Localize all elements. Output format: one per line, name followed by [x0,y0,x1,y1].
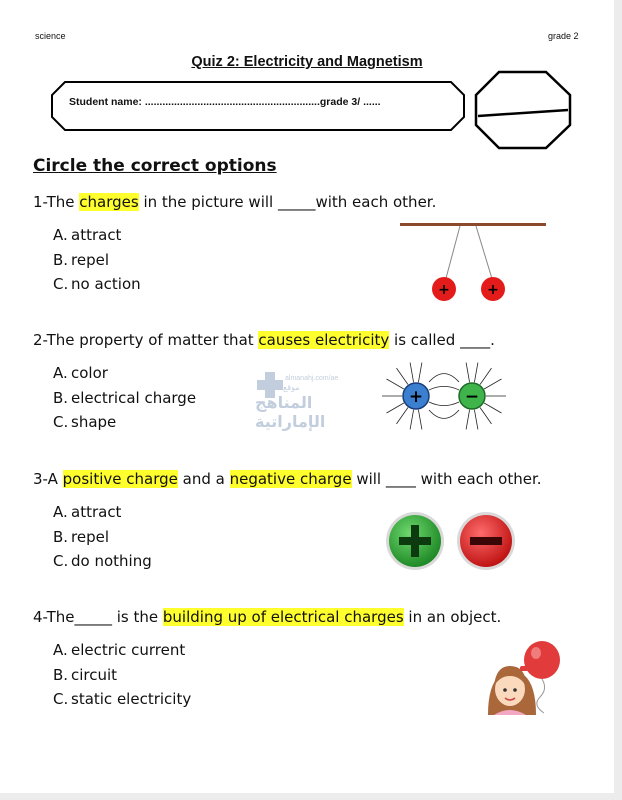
field-lines-picture [380,358,510,434]
field-line [410,410,413,430]
field-line [480,368,491,384]
option-letter: A. [53,503,68,521]
student-name-dots: ............................................................ [144,96,320,108]
q3-text-part: and a [177,470,230,488]
quiz-title: Quiz 2: Electricity and Magnetism [191,54,423,70]
svg-text:+: + [408,387,424,407]
field-line [429,402,459,406]
field-line [396,407,407,423]
question-2 [33,331,495,349]
field-line [484,403,501,413]
left-positive-ball-icon [432,277,456,301]
option-letter: B. [53,528,69,546]
site-watermark [255,370,385,430]
field-line [429,410,459,418]
grade-header-label: grade 2 [548,31,579,41]
right-positive-ball-icon [481,277,505,301]
option-text: shape [71,413,117,431]
hanging-charges-picture [398,220,548,305]
grade-class-dots: ...... [363,96,381,108]
svg-text:+: + [487,282,499,298]
minus-button-icon [457,512,515,570]
q3-text-part: 3-A [33,470,63,488]
option-text: repel [71,528,109,546]
q4-text-part: 4-The_____ is the [33,608,163,626]
q4-text-part: in an object. [403,608,502,626]
option-letter: A. [53,364,68,382]
q4-option-c[interactable] [53,690,191,708]
field-line [396,368,407,384]
right-string [476,226,493,282]
option-letter: C. [53,690,69,708]
field-line [480,407,491,423]
student-name-box [51,81,465,131]
student-name-label: Student name: [69,96,142,108]
q1-text-part: 1-The [33,193,80,211]
option-letter: B. [53,666,69,684]
field-line [484,379,501,389]
q4-option-a[interactable] [53,641,185,659]
q1-highlight: charges [79,193,139,211]
girl-with-balloon-picture [480,640,572,716]
svg-text:−: − [464,387,480,407]
q1-option-c[interactable] [53,275,141,293]
field-line [418,363,421,383]
instruction-heading: Circle the correct options [33,156,277,176]
positive-charge-icon [403,383,429,409]
q4-option-b[interactable] [53,666,117,684]
field-line [418,410,421,430]
field-line [474,363,477,383]
q3-option-a[interactable] [53,503,121,521]
q1-option-b[interactable] [53,251,109,269]
q1-text-part: in the picture will _____with each other. [138,193,437,211]
q3-highlight: negative charge [229,470,352,488]
plus-button-icon [386,512,444,570]
option-letter: B. [53,389,69,407]
watermark-url: almanahj.com/ae [285,375,339,382]
grade-class-label: grade 3/ [319,96,361,108]
option-text: electrical charge [71,389,197,407]
subject-label: science [35,31,66,41]
left-string [445,226,460,282]
field-line [466,363,469,383]
question-3 [33,470,542,488]
field-line [387,379,404,389]
option-text: color [71,364,108,382]
option-letter: C. [53,275,69,293]
negative-charge-icon [459,383,485,409]
option-letter: C. [53,552,69,570]
option-text: repel [71,251,109,269]
field-line [429,374,459,382]
q3-highlight: positive charge [62,470,178,488]
q4-highlight: building up of electrical charges [162,608,404,626]
option-text: static electricity [71,690,192,708]
question-4 [33,608,501,626]
svg-text:+: + [438,282,450,298]
q3-option-b[interactable] [53,528,109,546]
option-letter: C. [53,413,69,431]
field-line [466,410,469,430]
option-letter: A. [53,226,68,244]
option-letter: B. [53,251,69,269]
option-text: attract [71,226,122,244]
watermark-arabic-top: موقع [283,383,300,392]
q2-text-part: is called ____. [389,331,495,349]
watermark-arabic-main: المناهج الإماراتية [255,393,326,431]
option-text: do nothing [71,552,152,570]
field-line [410,363,413,383]
q2-text-part: 2-The property of matter that [33,331,259,349]
field-lines [382,363,506,430]
q2-option-b[interactable] [53,389,196,407]
field-line [387,403,404,413]
question-1 [33,193,436,211]
option-text: attract [71,503,122,521]
q2-option-c[interactable] [53,413,116,431]
q2-option-a[interactable] [53,364,108,382]
girl-icon [488,666,536,715]
option-letter: A. [53,641,68,659]
score-octagon[interactable] [474,70,572,150]
q2-highlight: causes electricity [258,331,390,349]
option-text: circuit [71,666,118,684]
q3-text-part: will ____ with each other. [351,470,542,488]
field-line [474,410,477,430]
option-text: no action [71,275,141,293]
q3-option-c[interactable] [53,552,152,570]
q1-option-a[interactable] [53,226,121,244]
student-name-line[interactable] [69,96,449,108]
support-bar [400,223,546,226]
plus-minus-picture [384,510,520,574]
field-line [429,386,459,390]
option-text: electric current [71,641,186,659]
